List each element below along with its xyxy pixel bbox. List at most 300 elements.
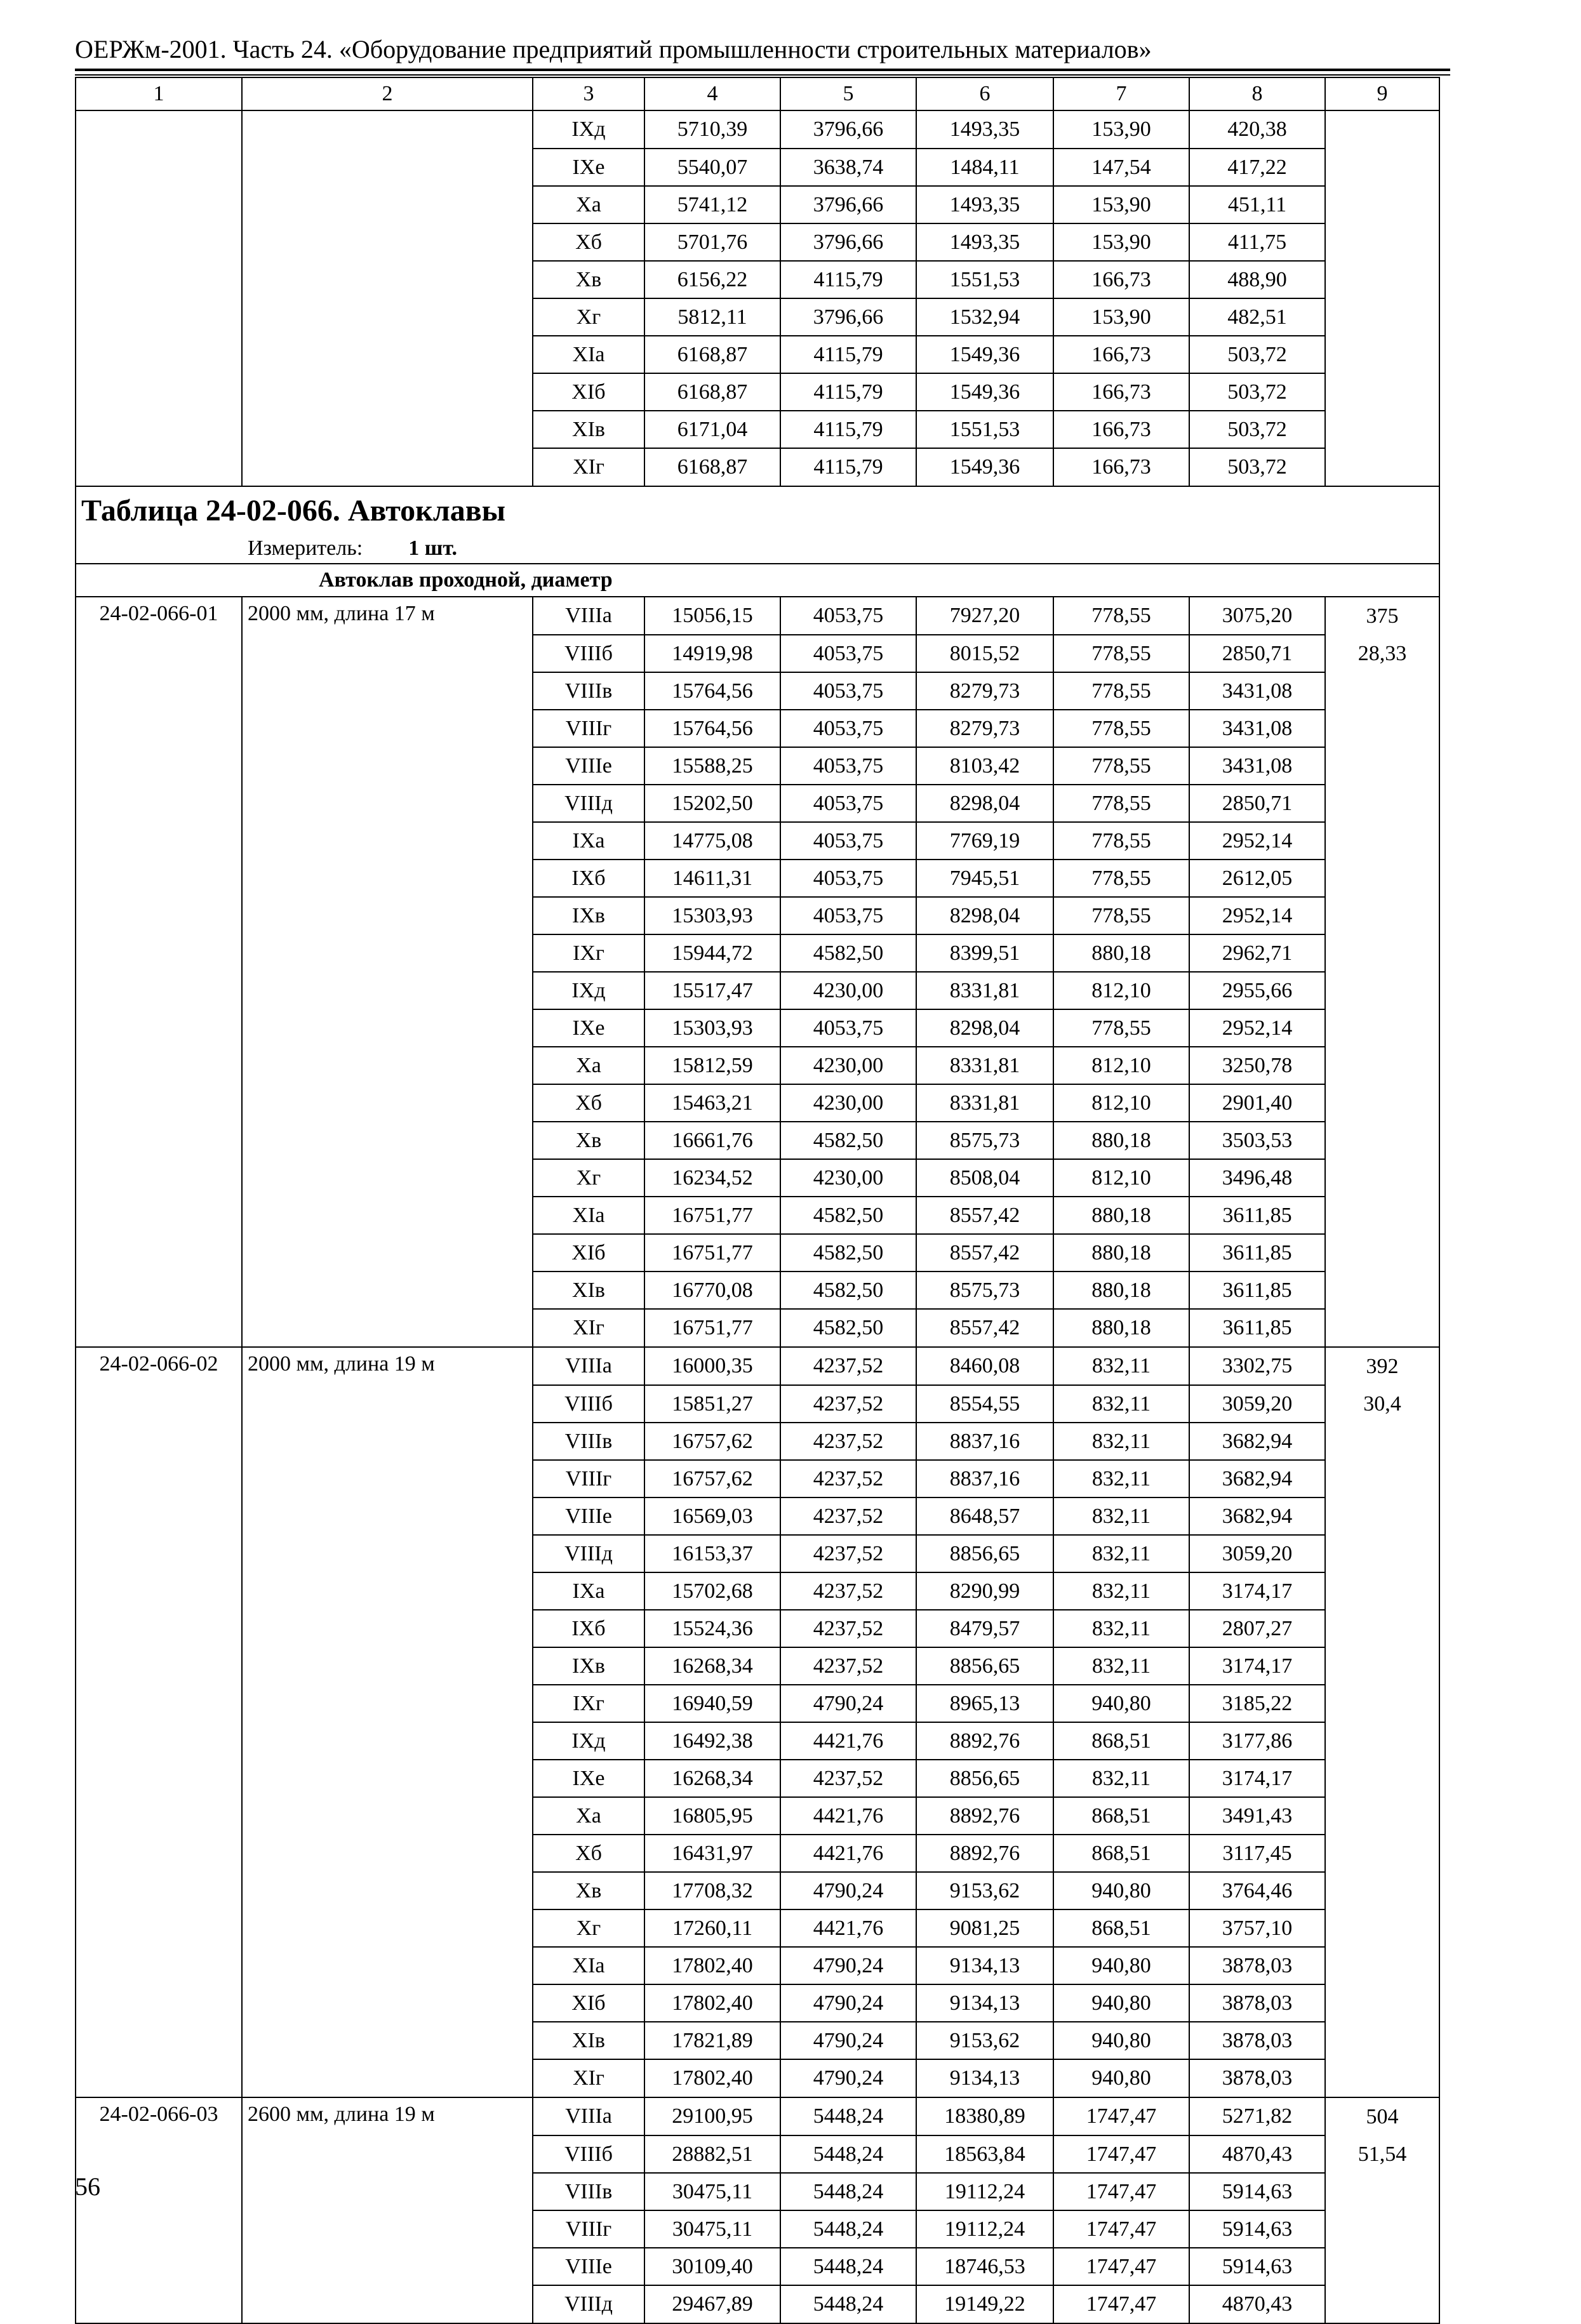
zone-cell: XIв (533, 411, 644, 448)
name-cell (242, 1984, 533, 2022)
machine-cost-cell: 8837,16 (916, 1460, 1053, 1497)
code-cell (76, 1423, 242, 1460)
name-cell (242, 2022, 533, 2059)
machine-cost-cell: 8892,76 (916, 1797, 1053, 1835)
zone-cell: IXг (533, 934, 644, 972)
labor-cost-cell: 4230,00 (780, 1084, 916, 1122)
table-row (76, 336, 1439, 373)
zone-cell: VIIIа (533, 1347, 644, 1385)
machine-cost-cell: 9134,13 (916, 2059, 1053, 2097)
column-number-row (76, 77, 1439, 110)
total-cost-cell: 16770,08 (644, 1272, 780, 1309)
operator-wage-cell: 832,11 (1053, 1497, 1189, 1535)
operator-wage-cell: 832,11 (1053, 1760, 1189, 1797)
zone-cell: IXе (533, 149, 644, 186)
machine-cost-cell: 1484,11 (916, 149, 1053, 186)
zone-cell: VIIIа (533, 597, 644, 635)
materials-cost-cell: 3174,17 (1189, 1647, 1325, 1685)
table-row (76, 149, 1439, 186)
column-number-8: 8 (1189, 77, 1325, 110)
labor-hours-cell (1325, 411, 1439, 448)
measure-label: Измеритель: (248, 536, 363, 560)
table-row (76, 1460, 1439, 1497)
machine-cost-cell: 19112,24 (916, 2210, 1053, 2248)
code-cell (76, 2022, 242, 2059)
materials-cost-cell: 2901,40 (1189, 1084, 1325, 1122)
operator-wage-cell: 832,11 (1053, 1572, 1189, 1610)
labor-hours-cell (1325, 1047, 1439, 1084)
zone-cell: Xв (533, 1872, 644, 1909)
code-cell (76, 1084, 242, 1122)
materials-cost-cell: 2952,14 (1189, 1009, 1325, 1047)
table-row (76, 1159, 1439, 1197)
column-number-3: 3 (533, 77, 644, 110)
zone-cell: Xв (533, 261, 644, 298)
machine-cost-cell: 8554,55 (916, 1385, 1053, 1423)
subheading-row (76, 564, 1439, 597)
name-cell (242, 1610, 533, 1647)
labor-cost-cell: 4115,79 (780, 373, 916, 411)
operator-wage-cell: 940,80 (1053, 1872, 1189, 1909)
materials-cost-cell: 3878,03 (1189, 2022, 1325, 2059)
operator-wage-cell: 832,11 (1053, 1460, 1189, 1497)
labor-hours-cell: 392 (1325, 1347, 1439, 1385)
total-cost-cell: 17260,11 (644, 1909, 780, 1947)
code-cell (76, 1909, 242, 1947)
name-cell (242, 822, 533, 860)
labor-hours-cell (1325, 1497, 1439, 1535)
zone-cell: Xа (533, 1797, 644, 1835)
zone-cell: IXа (533, 1572, 644, 1610)
total-cost-cell: 14919,98 (644, 635, 780, 672)
code-cell (76, 860, 242, 897)
table-row (76, 1984, 1439, 2022)
code-cell (76, 1685, 242, 1722)
total-cost-cell: 6168,87 (644, 448, 780, 486)
zone-cell: XIг (533, 1309, 644, 1347)
labor-cost-cell: 4421,76 (780, 1835, 916, 1872)
machine-cost-cell: 8575,73 (916, 1122, 1053, 1159)
materials-cost-cell: 503,72 (1189, 336, 1325, 373)
table-row (76, 2248, 1439, 2285)
table-row (76, 1947, 1439, 1984)
total-cost-cell: 15303,93 (644, 1009, 780, 1047)
operator-wage-cell: 880,18 (1053, 1234, 1189, 1272)
name-cell (242, 1009, 533, 1047)
code-cell (76, 298, 242, 336)
operator-wage-cell: 832,11 (1053, 1423, 1189, 1460)
labor-hours-cell (1325, 373, 1439, 411)
zone-cell: VIIIб (533, 2135, 644, 2173)
table-row (76, 373, 1439, 411)
machine-cost-cell: 9134,13 (916, 1947, 1053, 1984)
code-cell (76, 186, 242, 223)
materials-cost-cell: 3174,17 (1189, 1572, 1325, 1610)
name-cell (242, 747, 533, 785)
labor-hours-cell (1325, 186, 1439, 223)
zone-cell: VIIIд (533, 1535, 644, 1572)
labor-hours-cell (1325, 1610, 1439, 1647)
operator-wage-cell: 868,51 (1053, 1835, 1189, 1872)
subheading: Автоклав проходной, диаметр (76, 564, 1439, 597)
name-cell (242, 897, 533, 934)
total-cost-cell: 16153,37 (644, 1535, 780, 1572)
machine-cost-cell: 8399,51 (916, 934, 1053, 972)
materials-cost-cell: 3075,20 (1189, 597, 1325, 635)
zone-cell: VIIIе (533, 2248, 644, 2285)
operator-wage-cell: 778,55 (1053, 672, 1189, 710)
machine-cost-cell: 8331,81 (916, 1084, 1053, 1122)
total-cost-cell: 15056,15 (644, 597, 780, 635)
materials-cost-cell: 4870,43 (1189, 2135, 1325, 2173)
machine-cost-cell: 19112,24 (916, 2173, 1053, 2210)
table-row (76, 747, 1439, 785)
operator-wage-cell: 832,11 (1053, 1535, 1189, 1572)
code-cell (76, 1047, 242, 1084)
labor-cost-cell: 5448,24 (780, 2097, 916, 2135)
code-cell (76, 672, 242, 710)
table-row (76, 860, 1439, 897)
total-cost-cell: 29467,89 (644, 2285, 780, 2323)
labor-cost-cell: 4421,76 (780, 1797, 916, 1835)
materials-cost-cell: 3491,43 (1189, 1797, 1325, 1835)
column-number-5: 5 (780, 77, 916, 110)
table-row (76, 298, 1439, 336)
labor-cost-cell: 4790,24 (780, 1947, 916, 1984)
labor-cost-cell: 5448,24 (780, 2210, 916, 2248)
materials-cost-cell: 4870,43 (1189, 2285, 1325, 2323)
materials-cost-cell: 3174,17 (1189, 1760, 1325, 1797)
name-cell (242, 860, 533, 897)
name-cell (242, 261, 533, 298)
machine-cost-cell: 8290,99 (916, 1572, 1053, 1610)
code-cell (76, 1234, 242, 1272)
name-cell (242, 373, 533, 411)
machine-cost-cell: 8557,42 (916, 1197, 1053, 1234)
code-cell (76, 223, 242, 261)
table-row (76, 186, 1439, 223)
name-cell (242, 1197, 533, 1234)
name-cell (242, 223, 533, 261)
machine-cost-cell: 8557,42 (916, 1309, 1053, 1347)
labor-cost-cell: 4237,52 (780, 1572, 916, 1610)
table-row (76, 1047, 1439, 1084)
code-cell (76, 261, 242, 298)
materials-cost-cell: 3496,48 (1189, 1159, 1325, 1197)
page-number: 56 (75, 2172, 100, 2201)
materials-cost-cell: 3611,85 (1189, 1197, 1325, 1234)
machine-cost-cell: 9134,13 (916, 1984, 1053, 2022)
materials-cost-cell: 5914,63 (1189, 2210, 1325, 2248)
code-cell (76, 2135, 242, 2173)
materials-cost-cell: 3611,85 (1189, 1309, 1325, 1347)
labor-hours-cell (1325, 2022, 1439, 2059)
labor-cost-cell: 4115,79 (780, 336, 916, 373)
operator-wage-cell: 166,73 (1053, 373, 1189, 411)
materials-cost-cell: 3059,20 (1189, 1385, 1325, 1423)
labor-cost-cell: 4237,52 (780, 1610, 916, 1647)
zone-cell: Xг (533, 1909, 644, 1947)
name-cell (242, 1535, 533, 1572)
labor-hours-cell (1325, 785, 1439, 822)
materials-cost-cell: 3431,08 (1189, 747, 1325, 785)
labor-hours-cell (1325, 2210, 1439, 2248)
labor-cost-cell: 4053,75 (780, 747, 916, 785)
operator-wage-cell: 778,55 (1053, 860, 1189, 897)
labor-hours-cell (1325, 2059, 1439, 2097)
operator-wage-cell: 868,51 (1053, 1797, 1189, 1835)
materials-cost-cell: 3611,85 (1189, 1234, 1325, 1272)
operator-wage-cell: 832,11 (1053, 1610, 1189, 1647)
zone-cell: IXе (533, 1009, 644, 1047)
name-cell (242, 1909, 533, 1947)
machine-cost-cell: 8298,04 (916, 897, 1053, 934)
code-cell (76, 1197, 242, 1234)
labor-hours-cell (1325, 1909, 1439, 1947)
materials-cost-cell: 503,72 (1189, 448, 1325, 486)
labor-hours-cell (1325, 1797, 1439, 1835)
zone-cell: XIв (533, 2022, 644, 2059)
labor-cost-cell: 4053,75 (780, 785, 916, 822)
machine-cost-cell: 8837,16 (916, 1423, 1053, 1460)
materials-cost-cell: 3878,03 (1189, 2059, 1325, 2097)
table-row (76, 897, 1439, 934)
labor-hours-cell (1325, 710, 1439, 747)
labor-cost-cell: 4237,52 (780, 1347, 916, 1385)
labor-hours-cell (1325, 223, 1439, 261)
total-cost-cell: 16751,77 (644, 1197, 780, 1234)
total-cost-cell: 30475,11 (644, 2173, 780, 2210)
machine-cost-cell: 9081,25 (916, 1909, 1053, 1947)
table-row (76, 1760, 1439, 1797)
zone-cell: VIIIд (533, 785, 644, 822)
labor-cost-cell: 4582,50 (780, 934, 916, 972)
labor-cost-cell: 4790,24 (780, 1872, 916, 1909)
total-cost-cell: 15303,93 (644, 897, 780, 934)
zone-cell: VIIIг (533, 1460, 644, 1497)
labor-cost-cell: 5448,24 (780, 2248, 916, 2285)
operator-wage-cell: 812,10 (1053, 1084, 1189, 1122)
total-cost-cell: 16805,95 (644, 1797, 780, 1835)
labor-cost-cell: 4053,75 (780, 860, 916, 897)
name-cell (242, 1497, 533, 1535)
materials-cost-cell: 417,22 (1189, 149, 1325, 186)
labor-cost-cell: 4230,00 (780, 972, 916, 1009)
name-cell (242, 1309, 533, 1347)
table-row (76, 261, 1439, 298)
total-cost-cell: 16000,35 (644, 1347, 780, 1385)
total-cost-cell: 6171,04 (644, 411, 780, 448)
code-cell (76, 1572, 242, 1610)
labor-cost-cell: 4230,00 (780, 1047, 916, 1084)
materials-cost-cell: 451,11 (1189, 186, 1325, 223)
column-number-4: 4 (644, 77, 780, 110)
code-cell (76, 149, 242, 186)
name-cell (242, 448, 533, 486)
code-cell (76, 747, 242, 785)
machine-cost-cell: 18380,89 (916, 2097, 1053, 2135)
labor-cost-cell: 4053,75 (780, 672, 916, 710)
materials-cost-cell: 3117,45 (1189, 1835, 1325, 1872)
total-cost-cell: 14775,08 (644, 822, 780, 860)
code-cell (76, 1497, 242, 1535)
labor-hours-cell (1325, 822, 1439, 860)
machine-cost-cell: 8331,81 (916, 972, 1053, 1009)
zone-cell: XIб (533, 373, 644, 411)
machine-cost-cell: 8508,04 (916, 1159, 1053, 1197)
zone-cell: Xг (533, 298, 644, 336)
materials-cost-cell: 2962,71 (1189, 934, 1325, 972)
total-cost-cell: 16569,03 (644, 1497, 780, 1535)
machine-cost-cell: 1549,36 (916, 336, 1053, 373)
machine-cost-cell: 8557,42 (916, 1234, 1053, 1272)
table-row (76, 2059, 1439, 2097)
code-cell (76, 448, 242, 486)
operator-wage-cell: 812,10 (1053, 1047, 1189, 1084)
zone-cell: IXв (533, 1647, 644, 1685)
zone-cell: VIIIе (533, 1497, 644, 1535)
labor-cost-cell: 4237,52 (780, 1460, 916, 1497)
labor-cost-cell: 4237,52 (780, 1535, 916, 1572)
materials-cost-cell: 2850,71 (1189, 785, 1325, 822)
zone-cell: IXа (533, 822, 644, 860)
table-row (76, 2135, 1439, 2173)
zone-cell: Xб (533, 1084, 644, 1122)
operator-wage-cell: 153,90 (1053, 110, 1189, 149)
table-row (76, 1722, 1439, 1760)
total-cost-cell: 30475,11 (644, 2210, 780, 2248)
rates-table (75, 77, 1440, 2324)
name-cell (242, 1234, 533, 1272)
materials-cost-cell: 411,75 (1189, 223, 1325, 261)
labor-hours-cell (1325, 2285, 1439, 2323)
labor-hours-cell (1325, 672, 1439, 710)
operator-wage-cell: 940,80 (1053, 1984, 1189, 2022)
code-cell (76, 1535, 242, 1572)
operator-wage-cell: 778,55 (1053, 822, 1189, 860)
total-cost-cell: 15764,56 (644, 672, 780, 710)
operator-wage-cell: 778,55 (1053, 1009, 1189, 1047)
name-cell (242, 1084, 533, 1122)
labor-cost-cell: 4237,52 (780, 1647, 916, 1685)
name-cell (242, 2210, 533, 2248)
total-cost-cell: 15764,56 (644, 710, 780, 747)
zone-cell: XIб (533, 1984, 644, 2022)
labor-hours-cell (1325, 897, 1439, 934)
code-cell (76, 373, 242, 411)
code-cell (76, 785, 242, 822)
operator-wage-cell: 880,18 (1053, 1272, 1189, 1309)
machine-cost-cell: 1551,53 (916, 411, 1053, 448)
operator-wage-cell: 778,55 (1053, 785, 1189, 822)
table-row (76, 934, 1439, 972)
operator-wage-cell: 940,80 (1053, 2022, 1189, 2059)
total-cost-cell: 15812,59 (644, 1047, 780, 1084)
operator-wage-cell: 778,55 (1053, 897, 1189, 934)
name-cell (242, 1835, 533, 1872)
total-cost-cell: 5812,11 (644, 298, 780, 336)
total-cost-cell: 15588,25 (644, 747, 780, 785)
total-cost-cell: 5710,39 (644, 110, 780, 149)
operator-wage-cell: 868,51 (1053, 1722, 1189, 1760)
labor-cost-cell: 4115,79 (780, 448, 916, 486)
table-row (76, 1309, 1439, 1347)
machine-cost-cell: 18563,84 (916, 2135, 1053, 2173)
table-row (76, 110, 1439, 149)
column-number-6: 6 (916, 77, 1053, 110)
labor-cost-cell: 4421,76 (780, 1722, 916, 1760)
table-row (76, 2097, 1439, 2135)
operator-wage-cell: 778,55 (1053, 710, 1189, 747)
code-cell (76, 934, 242, 972)
labor-hours-cell (1325, 1197, 1439, 1234)
operator-wage-cell: 153,90 (1053, 298, 1189, 336)
table-row (76, 1610, 1439, 1647)
machine-cost-cell: 8279,73 (916, 672, 1053, 710)
labor-hours-cell (1325, 2173, 1439, 2210)
total-cost-cell: 17802,40 (644, 2059, 780, 2097)
operator-wage-cell: 940,80 (1053, 1685, 1189, 1722)
table-row (76, 1084, 1439, 1122)
name-cell (242, 934, 533, 972)
table-row (76, 1685, 1439, 1722)
zone-cell: IXв (533, 897, 644, 934)
operator-wage-cell: 153,90 (1053, 223, 1189, 261)
table-title-row (76, 486, 1439, 564)
labor-hours-cell: 28,33 (1325, 635, 1439, 672)
zone-cell: XIа (533, 336, 644, 373)
operator-wage-cell: 778,55 (1053, 597, 1189, 635)
name-cell: 2000 мм, длина 19 м (242, 1347, 533, 1385)
machine-cost-cell: 8298,04 (916, 1009, 1053, 1047)
name-cell (242, 710, 533, 747)
materials-cost-cell: 3431,08 (1189, 710, 1325, 747)
table-row (76, 1647, 1439, 1685)
machine-cost-cell: 8015,52 (916, 635, 1053, 672)
labor-cost-cell: 5448,24 (780, 2173, 916, 2210)
labor-cost-cell: 4115,79 (780, 261, 916, 298)
total-cost-cell: 15702,68 (644, 1572, 780, 1610)
machine-cost-cell: 8298,04 (916, 785, 1053, 822)
code-cell (76, 1760, 242, 1797)
labor-hours-cell (1325, 1535, 1439, 1572)
code-cell (76, 1872, 242, 1909)
table-row (76, 1909, 1439, 1947)
labor-cost-cell: 4237,52 (780, 1385, 916, 1423)
table-row (76, 785, 1439, 822)
materials-cost-cell: 2612,05 (1189, 860, 1325, 897)
operator-wage-cell: 166,73 (1053, 336, 1189, 373)
operator-wage-cell: 880,18 (1053, 1309, 1189, 1347)
zone-cell: XIг (533, 2059, 644, 2097)
total-cost-cell: 16751,77 (644, 1309, 780, 1347)
total-cost-cell: 16268,34 (644, 1647, 780, 1685)
materials-cost-cell: 3431,08 (1189, 672, 1325, 710)
labor-cost-cell: 4237,52 (780, 1423, 916, 1460)
materials-cost-cell: 3682,94 (1189, 1497, 1325, 1535)
machine-cost-cell: 19149,22 (916, 2285, 1053, 2323)
code-cell (76, 1984, 242, 2022)
zone-cell: VIIIб (533, 635, 644, 672)
operator-wage-cell: 832,11 (1053, 1347, 1189, 1385)
operator-wage-cell: 832,11 (1053, 1385, 1189, 1423)
total-cost-cell: 5540,07 (644, 149, 780, 186)
materials-cost-cell: 3764,46 (1189, 1872, 1325, 1909)
machine-cost-cell: 8648,57 (916, 1497, 1053, 1535)
table-row (76, 1122, 1439, 1159)
code-cell (76, 1159, 242, 1197)
machine-cost-cell: 18746,53 (916, 2248, 1053, 2285)
